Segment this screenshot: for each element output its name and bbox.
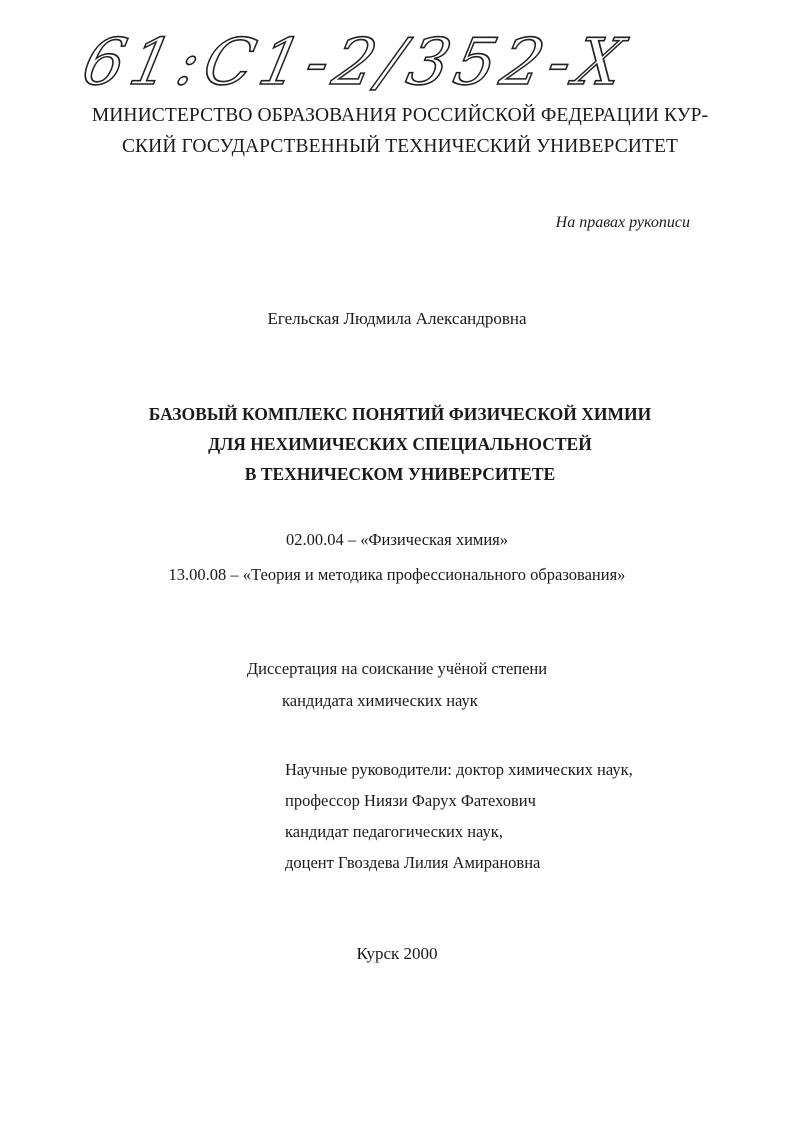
dissertation-title: [60, 399, 740, 489]
ministry-line-2: СКИЙ ГОСУДАРСТВЕННЫЙ ТЕХНИЧЕСКИЙ УНИВЕРСИТЕТ: [121, 136, 679, 157]
author-name: Егельская Людмила Александровна: [267, 309, 527, 328]
ministry-header: [60, 100, 740, 162]
handwritten-code-svg: [76, 12, 655, 107]
advisors-line-2: профессор Ниязи Фарух Фатехович: [285, 791, 536, 810]
handwritten-archive-code: [76, 12, 655, 107]
advisors-line-1: Научные руководители: доктор химических наук,: [285, 760, 633, 779]
dissertation-degree-line-1: Диссертация на соискание учёной степени: [246, 659, 548, 678]
advisors-line-4: доцент Гвоздева Лилия Амирановна: [285, 853, 541, 872]
manuscript-note: На правах рукописи: [555, 214, 690, 231]
city-year: Курск 2000: [356, 944, 438, 963]
title-line-3: В ТЕХНИЧЕСКОМ УНИВЕРСИТЕТЕ: [244, 464, 556, 484]
specialty-code-2: 13.00.08 – «Теория и методика профессионального образования»: [168, 565, 626, 584]
dissertation-degree-line-2: кандидата химических наук: [282, 691, 478, 710]
title-line-2: ДЛЯ НЕХИМИЧЕСКИХ СПЕЦИАЛЬНОСТЕЙ: [208, 434, 592, 454]
title-line-1: БАЗОВЫЙ КОМПЛЕКС ПОНЯТИЙ ФИЗИЧЕСКОЙ ХИМИИ: [148, 404, 652, 424]
specialty-code-1: 02.00.04 – «Физическая химия»: [285, 530, 509, 549]
advisors-line-3: кандидат педагогических наук,: [285, 822, 503, 841]
handwritten-code-text: 61:С1-2/352-Х: [76, 25, 636, 100]
ministry-line-1: МИНИСТЕРСТВО ОБРАЗОВАНИЯ РОССИЙСКОЙ ФЕДЕРАЦИИ КУР-: [91, 105, 709, 126]
scientific-advisors: [285, 754, 633, 878]
